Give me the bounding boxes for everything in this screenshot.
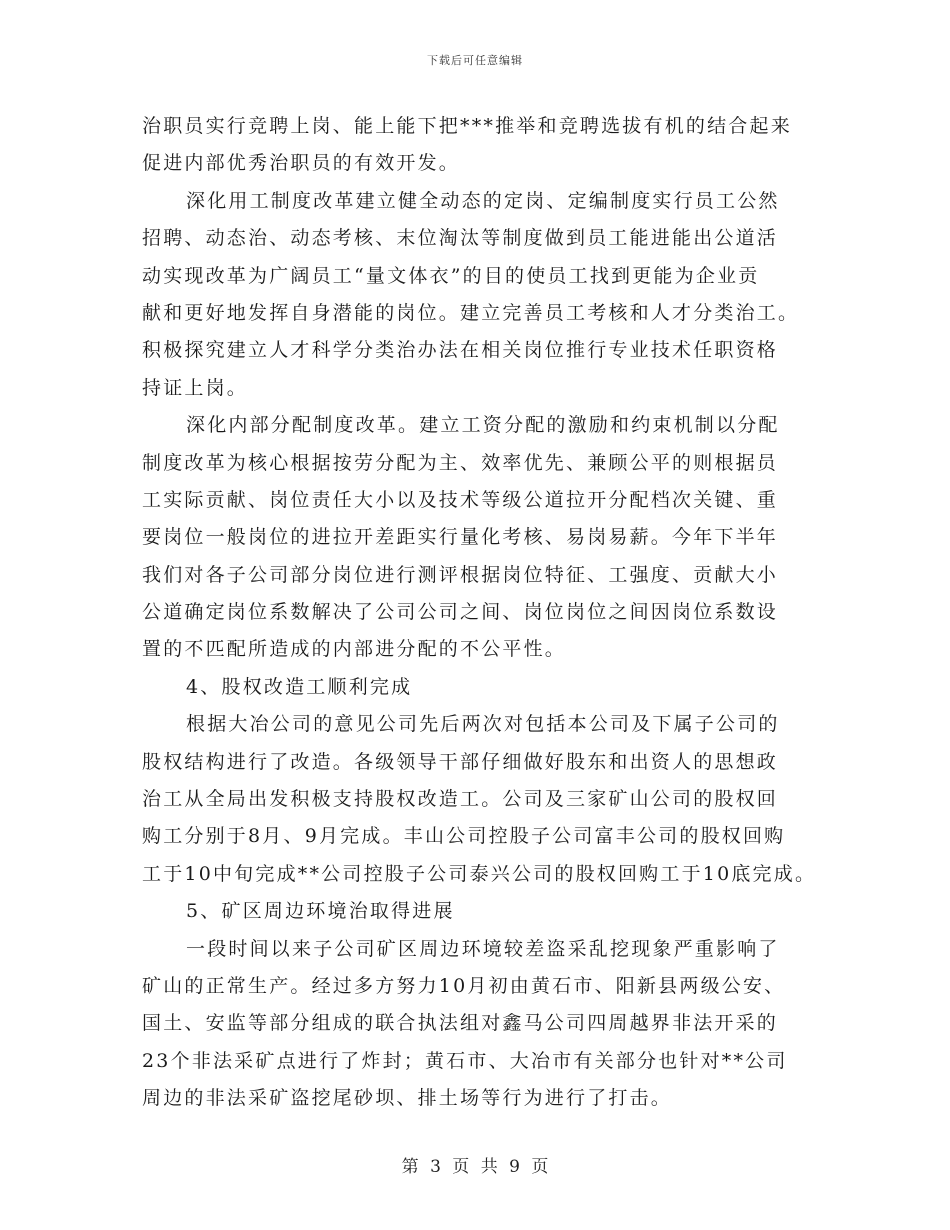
text-line: 股权结构进行了改造。各级领导干部仔细做好股东和出资人的思想政 [142, 750, 779, 773]
document-body [142, 108, 832, 1118]
text-line: 周边的非法采矿盗挖尾砂坝、排土场等行为进行了打击。 [142, 1087, 673, 1110]
text-line: 工于10中旬完成**公司控股子公司泰兴公司的股权回购工于10底完成。 [142, 862, 817, 885]
text-line: 治职员实行竞聘上岗、能上能下把***推举和竞聘选拔有机的结合起来 [142, 115, 792, 137]
text-line: 要岗位一般岗位的进拉开差距实行量化考核、易岗易薪。今年下半年 [142, 526, 779, 549]
text-line: 动实现改革为广阔员工“量文体衣”的目的使员工找到更能为企业贡 [142, 264, 760, 287]
text-line: 积极探究建立人才科学分类治办法在相关岗位推行专业技术任职资格 [142, 339, 779, 362]
text-line: 持证上岗。 [142, 376, 249, 399]
page-header: 下载后可任意编辑 [427, 54, 523, 67]
text-line: 促进内部优秀治职员的有效开发。 [142, 152, 461, 175]
text-line: 治工从全局出发积极支持股权改造工。公司及三家矿山公司的股权回 [142, 788, 779, 811]
paragraph-start-line: 根据大冶公司的意见公司先后两次对包括本公司及下属子公司的 [186, 713, 780, 736]
paragraph-start-line: 深化内部分配制度改革。建立工资分配的激励和约束机制以分配 [186, 414, 780, 437]
page-number-footer: 第 3 页 共 9 页 [401, 1157, 549, 1177]
text-line: 献和更好地发挥自身潜能的岗位。建立完善员工考核和人才分类治工。 [142, 301, 800, 324]
text-line: 制度改革为核心根据按劳分配为主、效率优先、兼顾公平的则根据员 [142, 451, 779, 474]
text-line: 招聘、动态治、动态考核、末位淘汰等制度做到员工能进能出公道活 [142, 227, 779, 250]
text-line: 置的不匹配所造成的内部进分配的不公平性。 [142, 638, 567, 661]
text-line: 公道确定岗位系数解决了公司公司之间、岗位岗位之间因岗位系数设 [142, 601, 779, 624]
text-line: 购工分别于8月、9月完成。丰山公司控股子公司富丰公司的股权回购 [142, 825, 786, 848]
paragraph-start-line: 一段时间以来子公司矿区周边环境较差盗采乱挖现象严重影响了 [186, 937, 780, 960]
text-line: 23个非法采矿点进行了炸封；黄石市、大冶市有关部分也针对**公司 [142, 1049, 788, 1072]
text-line: 我们对各子公司部分岗位进行测评根据岗位特征、工强度、贡献大小 [142, 563, 779, 586]
text-line: 矿山的正常生产。经过多方努力10月初由黄石市、阳新县两级公安、 [142, 974, 786, 997]
section-heading: 4、股权改造工顺利完成 [186, 675, 413, 698]
text-line: 国土、安监等部分组成的联合执法组对鑫马公司四周越界非法开采的 [142, 1012, 779, 1035]
section-heading: 5、矿区周边环境治取得进展 [186, 900, 455, 923]
text-line: 工实际贡献、岗位责任大小以及技术等级公道拉开分配档次关键、重 [142, 488, 779, 511]
paragraph-start-line: 深化用工制度改革建立健全动态的定岗、定编制度实行员工公然 [186, 189, 780, 212]
